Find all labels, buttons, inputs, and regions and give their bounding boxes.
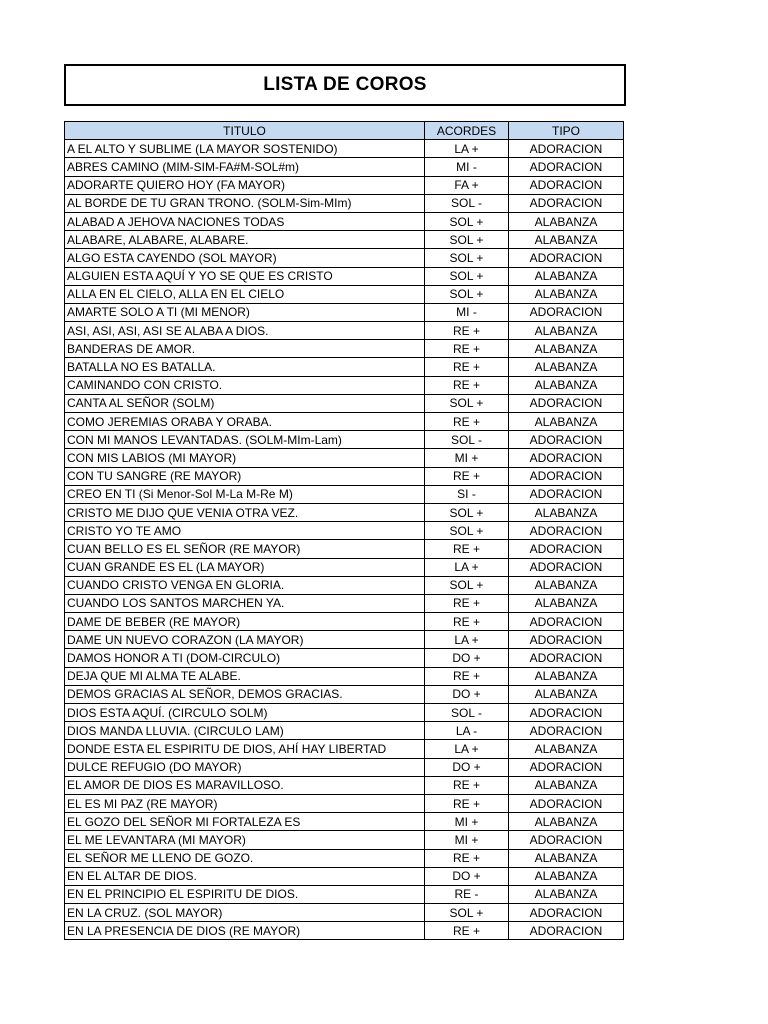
table-row <box>65 267 624 285</box>
cell-acordes: RE + <box>425 467 509 485</box>
table-row <box>65 249 624 267</box>
cell-titulo: ALABARE, ALABARE, ALABARE. <box>65 231 425 249</box>
cell-titulo: AL BORDE DE TU GRAN TRONO. (SOLM-Sim-MIm) <box>65 194 425 212</box>
cell-tipo: ALABANZA <box>509 267 624 285</box>
table-row <box>65 358 624 376</box>
cell-tipo: ADORACION <box>509 140 624 158</box>
cell-tipo: ADORACION <box>509 758 624 776</box>
cell-tipo: ALABANZA <box>509 813 624 831</box>
cell-tipo: ADORACION <box>509 522 624 540</box>
cell-acordes: SOL + <box>425 231 509 249</box>
cell-tipo: ADORACION <box>509 613 624 631</box>
cell-titulo: CON MIS LABIOS (MI MAYOR) <box>65 449 425 467</box>
cell-titulo: COMO JEREMIAS ORABA Y ORABA. <box>65 413 425 431</box>
table-row <box>65 176 624 194</box>
table-row <box>65 849 624 867</box>
cell-acordes: SOL + <box>425 503 509 521</box>
cell-titulo: CANTA AL SEÑOR (SOLM) <box>65 394 425 412</box>
cell-tipo: ALABANZA <box>509 322 624 340</box>
table-row <box>65 740 624 758</box>
cell-acordes: MI + <box>425 813 509 831</box>
cell-acordes: LA + <box>425 740 509 758</box>
cell-acordes: RE + <box>425 322 509 340</box>
table-row <box>65 340 624 358</box>
cell-tipo: ADORACION <box>509 904 624 922</box>
cell-titulo: EL ES MI PAZ (RE MAYOR) <box>65 794 425 812</box>
cell-titulo: ALGO ESTA CAYENDO (SOL MAYOR) <box>65 249 425 267</box>
cell-acordes: RE + <box>425 849 509 867</box>
cell-tipo: ADORACION <box>509 631 624 649</box>
cell-titulo: DAMOS HONOR A TI (DOM-CIRCULO) <box>65 649 425 667</box>
table-row <box>65 794 624 812</box>
cell-tipo: ADORACION <box>509 394 624 412</box>
cell-tipo: ALABANZA <box>509 231 624 249</box>
cell-tipo: ALABANZA <box>509 594 624 612</box>
table-row <box>65 431 624 449</box>
cell-acordes: RE - <box>425 885 509 903</box>
cell-acordes: SOL + <box>425 249 509 267</box>
coros-table <box>64 121 624 940</box>
table-row <box>65 376 624 394</box>
cell-acordes: RE + <box>425 413 509 431</box>
cell-tipo: ADORACION <box>509 922 624 940</box>
header-acordes: ACORDES <box>425 122 509 140</box>
table-row <box>65 467 624 485</box>
table-row <box>65 594 624 612</box>
cell-tipo: ADORACION <box>509 722 624 740</box>
cell-tipo: ALABANZA <box>509 503 624 521</box>
cell-tipo: ADORACION <box>509 194 624 212</box>
cell-titulo: ASI, ASI, ASI, ASI SE ALABA A DIOS. <box>65 322 425 340</box>
cell-titulo: EL GOZO DEL SEÑOR MI FORTALEZA ES <box>65 813 425 831</box>
table-header-row <box>65 122 624 140</box>
cell-tipo: ADORACION <box>509 176 624 194</box>
cell-tipo: ALABANZA <box>509 776 624 794</box>
table-row <box>65 503 624 521</box>
table-row <box>65 685 624 703</box>
cell-acordes: MI + <box>425 449 509 467</box>
cell-titulo: ADORARTE QUIERO HOY (FA MAYOR) <box>65 176 425 194</box>
cell-tipo: ADORACION <box>509 831 624 849</box>
cell-acordes: LA + <box>425 631 509 649</box>
cell-acordes: MI - <box>425 303 509 321</box>
cell-acordes: RE + <box>425 594 509 612</box>
cell-titulo: BATALLA NO ES BATALLA. <box>65 358 425 376</box>
cell-tipo: ALABANZA <box>509 576 624 594</box>
cell-acordes: RE + <box>425 794 509 812</box>
table-row <box>65 867 624 885</box>
cell-titulo: EN LA PRESENCIA DE DIOS (RE MAYOR) <box>65 922 425 940</box>
cell-titulo: EN EL ALTAR DE DIOS. <box>65 867 425 885</box>
cell-titulo: DULCE REFUGIO (DO MAYOR) <box>65 758 425 776</box>
cell-tipo: ADORACION <box>509 431 624 449</box>
cell-acordes: LA + <box>425 140 509 158</box>
cell-tipo: ADORACION <box>509 485 624 503</box>
cell-titulo: CRISTO ME DIJO QUE VENIA OTRA VEZ. <box>65 503 425 521</box>
table-row <box>65 322 624 340</box>
cell-titulo: BANDERAS DE AMOR. <box>65 340 425 358</box>
cell-tipo: ALABANZA <box>509 867 624 885</box>
cell-titulo: CUAN BELLO ES EL SEÑOR (RE MAYOR) <box>65 540 425 558</box>
cell-titulo: EN EL PRINCIPIO EL ESPIRITU DE DIOS. <box>65 885 425 903</box>
table-row <box>65 394 624 412</box>
cell-acordes: RE + <box>425 776 509 794</box>
cell-tipo: ALABANZA <box>509 413 624 431</box>
cell-titulo: DAME DE BEBER (RE MAYOR) <box>65 613 425 631</box>
cell-titulo: A EL ALTO Y SUBLIME (LA MAYOR SOSTENIDO) <box>65 140 425 158</box>
cell-tipo: ALABANZA <box>509 340 624 358</box>
table-row <box>65 540 624 558</box>
table-body <box>65 140 624 940</box>
cell-titulo: CUAN GRANDE ES EL (LA MAYOR) <box>65 558 425 576</box>
cell-tipo: ADORACION <box>509 249 624 267</box>
cell-titulo: CUANDO LOS SANTOS MARCHEN YA. <box>65 594 425 612</box>
cell-tipo: ALABANZA <box>509 849 624 867</box>
cell-titulo: EL SEÑOR ME LLENO DE GOZO. <box>65 849 425 867</box>
cell-acordes: RE + <box>425 922 509 940</box>
cell-titulo: CUANDO CRISTO VENGA EN GLORIA. <box>65 576 425 594</box>
table-row <box>65 613 624 631</box>
cell-acordes: SOL - <box>425 704 509 722</box>
table-row <box>65 904 624 922</box>
table-row <box>65 285 624 303</box>
cell-acordes: SOL - <box>425 431 509 449</box>
cell-tipo: ALABANZA <box>509 740 624 758</box>
cell-titulo: DAME UN NUEVO CORAZON (LA MAYOR) <box>65 631 425 649</box>
table-row <box>65 522 624 540</box>
page-title: LISTA DE COROS <box>64 64 626 106</box>
cell-tipo: ADORACION <box>509 558 624 576</box>
cell-tipo: ALABANZA <box>509 667 624 685</box>
cell-titulo: ABRES CAMINO (MIM-SIM-FA#M-SOL#m) <box>65 158 425 176</box>
cell-acordes: DO + <box>425 685 509 703</box>
cell-acordes: LA - <box>425 722 509 740</box>
cell-acordes: DO + <box>425 867 509 885</box>
table-row <box>65 140 624 158</box>
cell-acordes: RE + <box>425 613 509 631</box>
cell-tipo: ADORACION <box>509 449 624 467</box>
cell-acordes: SOL - <box>425 194 509 212</box>
cell-titulo: CON TU SANGRE (RE MAYOR) <box>65 467 425 485</box>
cell-tipo: ADORACION <box>509 467 624 485</box>
cell-acordes: SOL + <box>425 267 509 285</box>
cell-tipo: ALABANZA <box>509 212 624 230</box>
cell-titulo: ALABAD A JEHOVA NACIONES TODAS <box>65 212 425 230</box>
cell-acordes: FA + <box>425 176 509 194</box>
cell-tipo: ALABANZA <box>509 358 624 376</box>
cell-acordes: SOL + <box>425 212 509 230</box>
cell-acordes: SOL + <box>425 394 509 412</box>
table-row <box>65 831 624 849</box>
cell-acordes: RE + <box>425 376 509 394</box>
cell-acordes: MI - <box>425 158 509 176</box>
cell-acordes: RE + <box>425 540 509 558</box>
cell-titulo: DIOS ESTA AQUÍ. (CIRCULO SOLM) <box>65 704 425 722</box>
table-row <box>65 212 624 230</box>
cell-titulo: CAMINANDO CON CRISTO. <box>65 376 425 394</box>
cell-titulo: ALGUIEN ESTA AQUÍ Y YO SE QUE ES CRISTO <box>65 267 425 285</box>
cell-acordes: SOL + <box>425 904 509 922</box>
header-tipo: TIPO <box>509 122 624 140</box>
cell-acordes: RE + <box>425 358 509 376</box>
cell-titulo: ALLA EN EL CIELO, ALLA EN EL CIELO <box>65 285 425 303</box>
table-row <box>65 485 624 503</box>
cell-acordes: SOL + <box>425 522 509 540</box>
table-row <box>65 303 624 321</box>
table-row <box>65 558 624 576</box>
table-row <box>65 576 624 594</box>
cell-acordes: SI - <box>425 485 509 503</box>
cell-titulo: DEMOS GRACIAS AL SEÑOR, DEMOS GRACIAS. <box>65 685 425 703</box>
table-row <box>65 704 624 722</box>
cell-acordes: RE + <box>425 667 509 685</box>
table-row <box>65 649 624 667</box>
table-row <box>65 413 624 431</box>
table-row <box>65 631 624 649</box>
table-row <box>65 158 624 176</box>
cell-tipo: ALABANZA <box>509 285 624 303</box>
cell-tipo: ADORACION <box>509 158 624 176</box>
cell-titulo: CRISTO YO TE AMO <box>65 522 425 540</box>
table-row <box>65 194 624 212</box>
cell-tipo: ALABANZA <box>509 685 624 703</box>
cell-titulo: DONDE ESTA EL ESPIRITU DE DIOS, AHÍ HAY LIBERTAD <box>65 740 425 758</box>
table-row <box>65 758 624 776</box>
cell-acordes: DO + <box>425 649 509 667</box>
table-row <box>65 667 624 685</box>
cell-titulo: AMARTE SOLO A TI (MI MENOR) <box>65 303 425 321</box>
table-row <box>65 885 624 903</box>
cell-tipo: ADORACION <box>509 794 624 812</box>
cell-acordes: RE + <box>425 340 509 358</box>
cell-tipo: ADORACION <box>509 704 624 722</box>
cell-tipo: ADORACION <box>509 649 624 667</box>
cell-tipo: ALABANZA <box>509 885 624 903</box>
table-row <box>65 449 624 467</box>
cell-acordes: MI + <box>425 831 509 849</box>
table-row <box>65 922 624 940</box>
cell-titulo: EN LA CRUZ. (SOL MAYOR) <box>65 904 425 922</box>
cell-titulo: CON MI MANOS LEVANTADAS. (SOLM-MIm-Lam) <box>65 431 425 449</box>
cell-tipo: ADORACION <box>509 303 624 321</box>
table-row <box>65 776 624 794</box>
cell-titulo: EL AMOR DE DIOS ES MARAVILLOSO. <box>65 776 425 794</box>
cell-tipo: ALABANZA <box>509 376 624 394</box>
cell-acordes: SOL + <box>425 576 509 594</box>
cell-titulo: EL ME LEVANTARA (MI MAYOR) <box>65 831 425 849</box>
table-row <box>65 231 624 249</box>
cell-acordes: DO + <box>425 758 509 776</box>
cell-acordes: SOL + <box>425 285 509 303</box>
cell-titulo: CREO EN TI (Si Menor-Sol M-La M-Re M) <box>65 485 425 503</box>
cell-titulo: DIOS MANDA LLUVIA. (CIRCULO LAM) <box>65 722 425 740</box>
cell-tipo: ADORACION <box>509 540 624 558</box>
table-row <box>65 813 624 831</box>
header-titulo: TITULO <box>65 122 425 140</box>
table-row <box>65 722 624 740</box>
cell-titulo: DEJA QUE MI ALMA TE ALABE. <box>65 667 425 685</box>
cell-acordes: LA + <box>425 558 509 576</box>
